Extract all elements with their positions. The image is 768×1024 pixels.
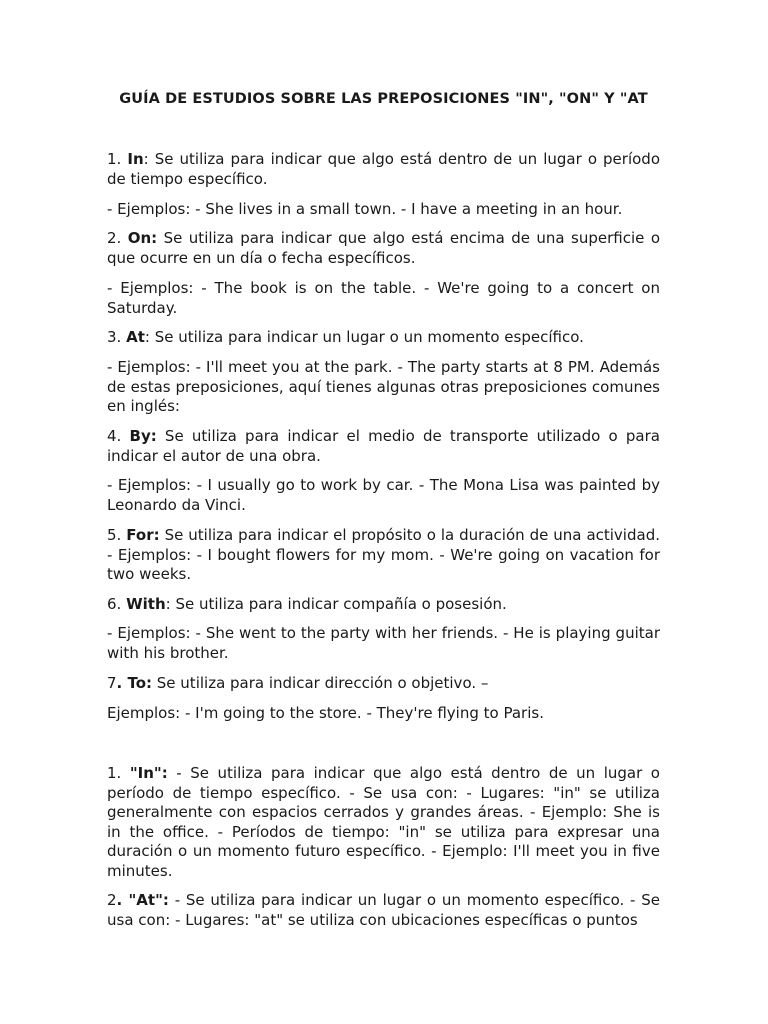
paragraph-text: Se utiliza para indicar el propósito o la duración de una actividad. - Ejemplos: - I bought flowers for my mom. - We're going on vacation for two weeks. bbox=[107, 526, 660, 584]
paragraph-prefix: 2 bbox=[107, 891, 117, 909]
paragraph-text: - Se utiliza para indicar un lugar o un momento específico. - Se usa con: - Lugares: "at" se utiliza con ubicaciones específicas o puntos bbox=[107, 891, 660, 929]
paragraph-keyword: . "At": bbox=[116, 891, 169, 909]
paragraph-keyword: At bbox=[126, 328, 145, 346]
paragraph-keyword: On: bbox=[127, 229, 158, 247]
paragraph bbox=[107, 150, 660, 189]
paragraph bbox=[107, 624, 660, 663]
paragraph bbox=[107, 526, 660, 585]
paragraph bbox=[107, 279, 660, 318]
paragraph-prefix: 1. bbox=[107, 150, 128, 168]
paragraph-keyword: By: bbox=[129, 427, 157, 445]
paragraph-keyword: With bbox=[126, 595, 166, 613]
paragraph-text: : Se utiliza para indicar que algo está dentro de un lugar o período de tiempo específico. bbox=[107, 150, 660, 188]
paragraph-text: - Ejemplos: - She went to the party with her friends. - He is playing guitar with his brother. bbox=[107, 624, 660, 662]
paragraph-keyword: . To: bbox=[116, 674, 153, 692]
paragraph-text: - Ejemplos: - She lives in a small town. - I have a meeting in an hour. bbox=[107, 200, 623, 218]
paragraph bbox=[107, 427, 660, 466]
paragraph-prefix: 1. bbox=[107, 764, 130, 782]
paragraph bbox=[107, 200, 660, 220]
paragraph bbox=[107, 229, 660, 268]
paragraph-prefix: 3. bbox=[107, 328, 127, 346]
paragraph-keyword: In bbox=[127, 150, 144, 168]
paragraph-text: - Ejemplos: - I usually go to work by car. - The Mona Lisa was painted by Leonardo da Vinci. bbox=[107, 476, 660, 514]
paragraph bbox=[107, 674, 660, 694]
paragraph bbox=[107, 476, 660, 515]
paragraph-text: Ejemplos: - I'm going to the store. - They're flying to Paris. bbox=[107, 704, 544, 722]
paragraph-text: Se utiliza para indicar que algo está encima de una superficie o que ocurre en un día o fecha específicos. bbox=[107, 229, 660, 267]
paragraph bbox=[107, 764, 660, 882]
paragraph-keyword: "In": bbox=[129, 764, 168, 782]
paragraph-prefix: 4. bbox=[107, 427, 130, 445]
paragraph-prefix: 6. bbox=[107, 595, 127, 613]
paragraph bbox=[107, 891, 660, 930]
paragraph-text: : Se utiliza para indicar un lugar o un momento específico. bbox=[144, 328, 584, 346]
paragraph-text: Se utiliza para indicar el medio de transporte utilizado o para indicar el autor de una obra. bbox=[107, 427, 660, 465]
paragraph bbox=[107, 328, 660, 348]
paragraph-prefix: 2. bbox=[107, 229, 128, 247]
paragraph-text: - Se utiliza para indicar que algo está dentro de un lugar o período de tiempo específico. - Se usa con: - Lugares: "in" se utiliza generalmente con espacios cerrados y grandes áreas. - Ejemplo: She is in the office. - Períodos de tiempo: "in" se utiliza para expresar una duración o un momento futuro específico. - Ejemplo: I'll meet you in five minutes. bbox=[107, 764, 660, 880]
paragraph-text: Se utiliza para indicar dirección o objetivo. – bbox=[152, 674, 489, 692]
paragraph-prefix: 5. bbox=[107, 526, 127, 544]
paragraph-prefix: 7 bbox=[107, 674, 117, 692]
paragraph-text: : Se utiliza para indicar compañía o posesión. bbox=[165, 595, 507, 613]
paragraph bbox=[107, 358, 660, 417]
paragraph-text: - Ejemplos: - I'll meet you at the park. - The party starts at 8 PM. Además de estas preposiciones, aquí tienes algunas otras preposiciones comunes en inglés: bbox=[107, 358, 660, 416]
paragraph-text: - Ejemplos: - The book is on the table. - We're going to a concert on Saturday. bbox=[107, 279, 660, 317]
document-title: GUÍA DE ESTUDIOS SOBRE LAS PREPOSICIONES "IN", "ON" Y "AT bbox=[119, 91, 648, 107]
paragraph-keyword: For: bbox=[126, 526, 160, 544]
paragraph bbox=[107, 595, 660, 615]
paragraph bbox=[107, 704, 660, 724]
